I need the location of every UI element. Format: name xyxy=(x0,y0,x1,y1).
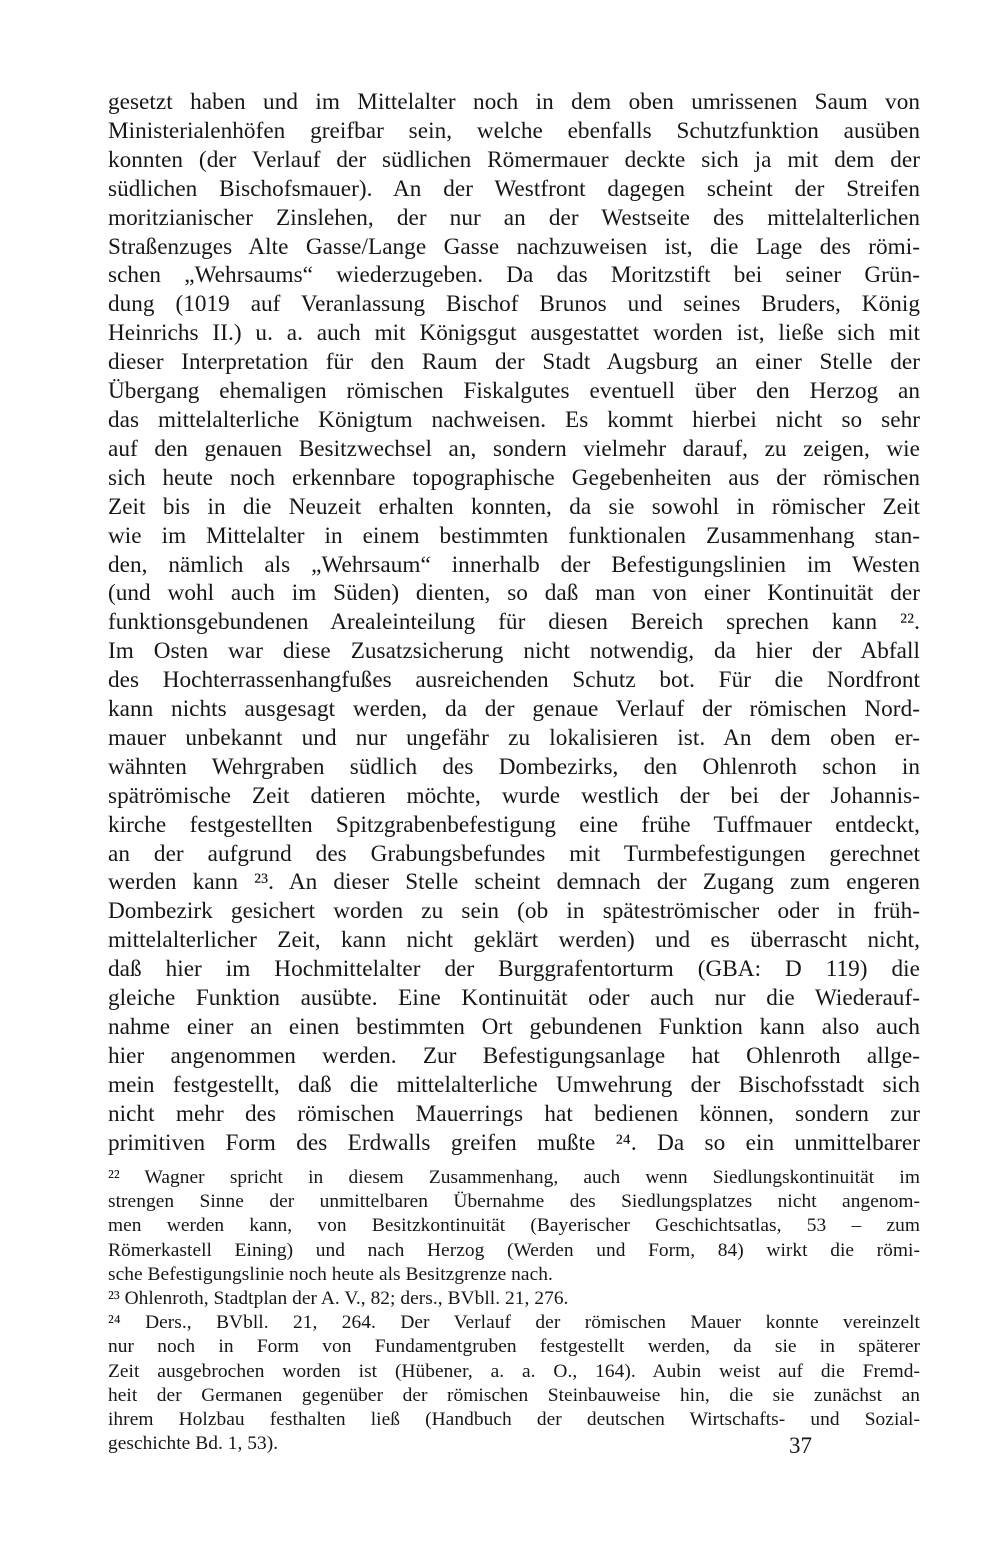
body-line: Ministerialenhöfen greifbar sein, welche ebenfalls Schutzfunktion ausüben xyxy=(108,117,920,144)
body-line: auf den genauen Besitzwechsel an, sondern vielmehr darauf, zu zeigen, wie xyxy=(108,435,920,462)
footnote-line: strengen Sinne der unmittelbaren Übernahme des Siedlungsplatzes nicht angenom- xyxy=(108,1191,920,1213)
body-line: kirche festgestellten Spitzgrabenbefestigung eine frühe Tuffmauer entdeckt, xyxy=(108,811,920,838)
body-line: funktionsgebundenen Arealeinteilung für diesen Bereich sprechen kann ²². xyxy=(108,609,920,636)
body-text xyxy=(108,88,920,1158)
body-line: das mittelalterliche Königtum nachweisen. Es kommt hierbei nicht so sehr xyxy=(108,406,920,433)
body-line: den, nämlich als „Wehrsaum“ innerhalb der Befestigungslinien im Westen xyxy=(108,551,920,578)
body-line: des Hochterrassenhangfußes ausreichenden Schutz bot. Für die Nordfront xyxy=(108,667,920,694)
body-line: gleiche Funktion ausübte. Eine Kontinuität oder auch nur die Wiederauf- xyxy=(108,985,920,1012)
body-line: mittelalterlicher Zeit, kann nicht geklärt werden) und es überrascht nicht, xyxy=(108,927,920,954)
body-line: Dombezirk gesichert worden zu sein (ob in späteströmischer oder in früh- xyxy=(108,898,920,925)
footnote-line: nur noch in Form von Fundamentgruben festgestellt werden, da sie in späterer xyxy=(108,1336,920,1358)
footnote-line: ²³ Ohlenroth, Stadtplan der A. V., 82; ders., BVbll. 21, 276. xyxy=(108,1288,569,1310)
body-line: spätrömische Zeit datieren möchte, wurde westlich der bei der Johannis- xyxy=(108,782,920,809)
body-line: daß hier im Hochmittelalter der Burggrafentorturm (GBA: D 119) die xyxy=(108,956,920,983)
footnote-line: heit der Germanen gegenüber der römischen Steinbauweise hin, die sie zunächst an xyxy=(108,1384,920,1406)
body-line: nahme einer an einen bestimmten Ort gebundenen Funktion kann also auch xyxy=(108,1014,920,1040)
body-line: mauer unbekannt und nur ungefähr zu lokalisieren ist. An dem oben er- xyxy=(108,724,920,751)
body-line: sich heute noch erkennbare topographische Gegebenheiten aus der römischen xyxy=(108,464,920,491)
body-line: schen „Wehrsaums“ wiederzugeben. Da das Moritzstift bei seiner Grün- xyxy=(108,262,920,289)
body-line: Straßenzuges Alte Gasse/Lange Gasse nachzuweisen ist, die Lage des römi- xyxy=(108,233,920,260)
footnote-line: ²² Wagner spricht in diesem Zusammenhang, auch wenn Siedlungskontinuität im xyxy=(108,1167,920,1188)
body-line: dung (1019 auf Veranlassung Bischof Brunos und seines Bruders, König xyxy=(108,291,920,318)
body-line: Zeit bis in die Neuzeit erhalten konnten, da sie sowohl in römischer Zeit xyxy=(108,493,920,520)
body-line: Im Osten war diese Zusatzsicherung nicht notwendig, da hier der Abfall xyxy=(108,638,920,665)
footnote-line: sche Befestigungslinie noch heute als Besitzgrenze nach. xyxy=(108,1263,553,1285)
body-line: Übergang ehemaligen römischen Fiskalgutes eventuell über den Herzog an xyxy=(108,378,920,405)
body-line: konnten (der Verlauf der südlichen Römermauer deckte sich ja mit dem der xyxy=(108,146,920,173)
footnote-line: Zeit ausgebrochen worden ist (Hübener, a. a. O., 164). Aubin weist auf die Fremd- xyxy=(108,1360,920,1382)
body-line: kann nichts ausgesagt werden, da der genaue Verlauf der römischen Nord- xyxy=(108,696,920,723)
body-line: werden kann ²³. An dieser Stelle scheint demnach der Zugang zum engeren xyxy=(108,869,920,896)
body-line: mein festgestellt, daß die mittelalterliche Umwehrung der Bischofsstadt sich xyxy=(108,1071,920,1098)
body-line: südlichen Bischofsmauer). An der Westfront dagegen scheint der Streifen xyxy=(108,175,920,202)
body-line: gesetzt haben und im Mittelalter noch in dem oben umrissenen Saum von xyxy=(108,89,920,115)
body-line: (und wohl auch im Süden) dienten, so daß man von einer Kontinuität der xyxy=(108,580,920,607)
footnote-line: geschichte Bd. 1, 53). xyxy=(108,1433,279,1455)
footnote-line: men werden kann, von Besitzkontinuität (Bayerischer Geschichtsatlas, 53 – zum xyxy=(108,1215,920,1237)
footnotes xyxy=(108,1166,920,1456)
body-line: an der aufgrund des Grabungsbefundes mit Turmbefestigungen gerechnet xyxy=(108,840,920,867)
body-line: wähnten Wehrgraben südlich des Dombezirks, den Ohlenroth schon in xyxy=(108,753,920,780)
body-line: dieser Interpretation für den Raum der Stadt Augsburg an einer Stelle der xyxy=(108,349,920,376)
page-number: 37 xyxy=(789,1433,812,1458)
body-line: Heinrichs II.) u. a. auch mit Königsgut ausgestattet worden ist, ließe sich mit xyxy=(108,320,920,347)
body-line: moritzianischer Zinslehen, der nur an der Westseite des mittelalterlichen xyxy=(108,204,920,231)
footnote-line: Römerkastell Eining) und nach Herzog (Werden und Form, 84) wirkt die römi- xyxy=(108,1239,920,1261)
body-line: nicht mehr des römischen Mauerrings hat bedienen können, sondern zur xyxy=(108,1100,920,1127)
footnote-line: ²⁴ Ders., BVbll. 21, 264. Der Verlauf der römischen Mauer konnte vereinzelt xyxy=(108,1312,920,1334)
body-line: primitiven Form des Erdwalls greifen mußte ²⁴. Da so ein unmittelbarer xyxy=(108,1129,920,1156)
footnote-line: ihrem Holzbau festhalten ließ (Handbuch der deutschen Wirtschafts- und Sozial- xyxy=(108,1409,920,1431)
body-line: wie im Mittelalter in einem bestimmten funktionalen Zusammenhang stan- xyxy=(108,522,920,549)
body-line: hier angenommen werden. Zur Befestigungsanlage hat Ohlenroth allge- xyxy=(108,1042,920,1069)
